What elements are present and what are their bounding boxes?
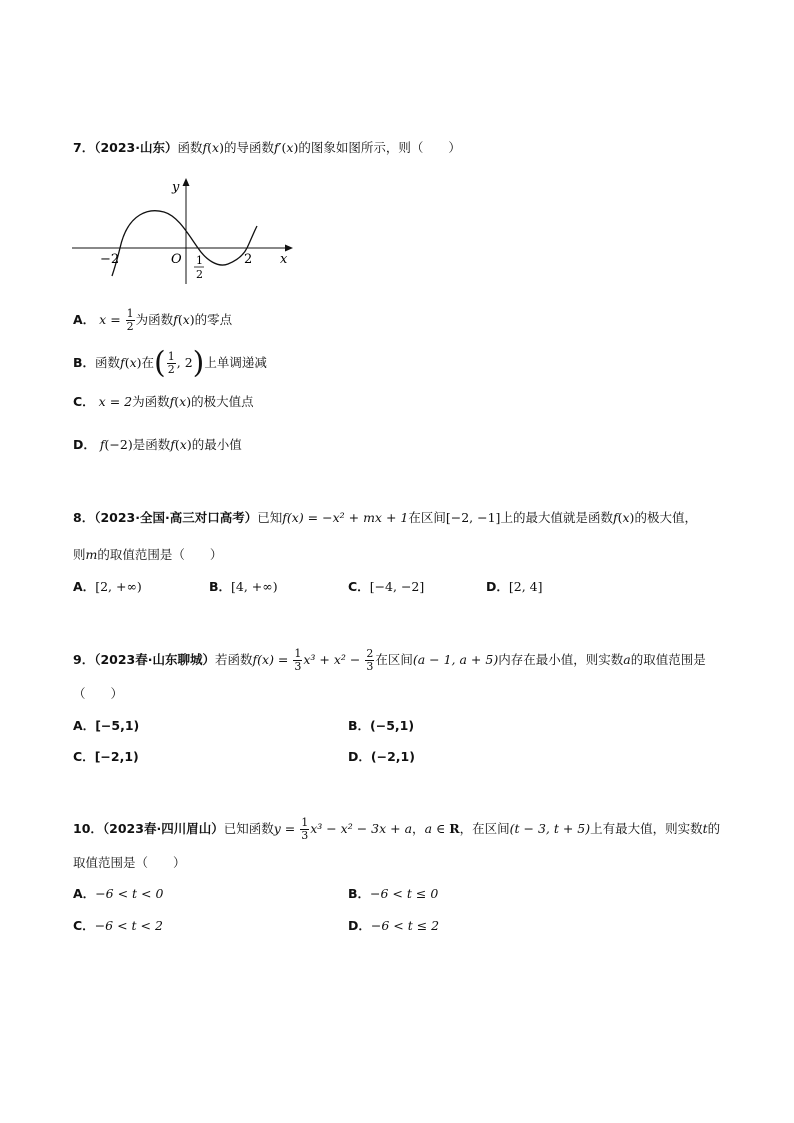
q8-option-a[interactable]: A．[2, +∞) bbox=[73, 579, 142, 594]
q8-stem-line2: 则m的取值范围是（ ） bbox=[73, 547, 223, 562]
q9-option-d[interactable]: D．(−2,1) bbox=[348, 749, 415, 764]
x-label: x bbox=[280, 252, 288, 267]
q8-option-b[interactable]: B．[4, +∞) bbox=[209, 579, 278, 594]
q7-option-a[interactable]: A． x = $\frac{1}{2}$ 为函数f(x)的零点 bbox=[73, 307, 233, 333]
q7-stem: 7．（2023·山东）函数f(x)的导函数f′(x)的图象如图所示，则（ ） bbox=[73, 140, 461, 155]
q7-option-c[interactable]: C． x = 2为函数f(x)的极大值点 bbox=[73, 394, 254, 409]
q7-option-d[interactable]: D． f(−2)是函数f(x)的最小值 bbox=[73, 437, 242, 452]
q9-stem-line2: （ ） bbox=[73, 686, 124, 701]
q10-option-b[interactable]: B．−6 < t ≤ 0 bbox=[348, 886, 439, 901]
q7-option-b[interactable]: B．函数f(x)在( $\frac{1}{2}$ , 2)上单调递减 bbox=[73, 345, 267, 381]
q8-stem: 8．（2023·全国·高三对口高考）已知f(x) = −x² + mx + 1在区间[−2, −1]上的最大值就是函数f(x)的极大值， bbox=[73, 510, 697, 525]
tick-half-num: 1 bbox=[196, 254, 203, 267]
q7-derivative-graph bbox=[68, 172, 300, 290]
q10-source: （2023春·四川眉山） bbox=[102, 821, 224, 836]
q9-stem: 9．（2023春·山东聊城）若函数f(x) = $\frac{1}{3}$ x³ + x² − $\frac{2}{3}$ 在区间(a − 1, a + 5)内存在最小值，则实数a的取值范围是 bbox=[73, 647, 706, 673]
y-label: y bbox=[172, 180, 180, 195]
q9-source: （2023春·山东聊城） bbox=[94, 652, 215, 667]
q9-option-b[interactable]: B．(−5,1) bbox=[348, 718, 415, 733]
x-axis-arrow bbox=[285, 245, 293, 252]
tick-2: 2 bbox=[244, 252, 253, 267]
q8-option-d[interactable]: D．[2, 4] bbox=[486, 579, 543, 594]
q9-number: 9． bbox=[73, 652, 95, 667]
q10-stem: 10．（2023春·四川眉山）已知函数y = $\frac{1}{3}$ x³ − x² − 3x + a，a ∈ R，在区间(t − 3, t + 5)上有最大值，则实数t的 bbox=[73, 816, 721, 842]
q8-option-c[interactable]: C．[−4, −2] bbox=[348, 579, 425, 594]
q10-option-a[interactable]: A．−6 < t < 0 bbox=[73, 886, 164, 901]
q10-number: 10． bbox=[73, 821, 103, 836]
q8-number: 8． bbox=[73, 510, 95, 525]
tick-neg2: −2 bbox=[100, 252, 120, 267]
q9-option-c[interactable]: C．[−2,1) bbox=[73, 749, 139, 764]
q8-source: （2023·全国·高三对口高考） bbox=[94, 510, 258, 525]
y-axis-arrow bbox=[183, 178, 190, 186]
derivative-curve bbox=[112, 211, 257, 276]
q7-source: （2023·山东） bbox=[94, 140, 178, 155]
origin-label: O bbox=[171, 252, 182, 267]
q7-number: 7． bbox=[73, 140, 95, 155]
q10-option-d[interactable]: D．−6 < t ≤ 2 bbox=[348, 918, 440, 933]
q10-option-c[interactable]: C．−6 < t < 2 bbox=[73, 918, 163, 933]
q9-option-a[interactable]: A．[−5,1) bbox=[73, 718, 140, 733]
q10-stem-line2: 取值范围是（ ） bbox=[73, 855, 186, 870]
tick-half-den: 2 bbox=[196, 268, 203, 281]
